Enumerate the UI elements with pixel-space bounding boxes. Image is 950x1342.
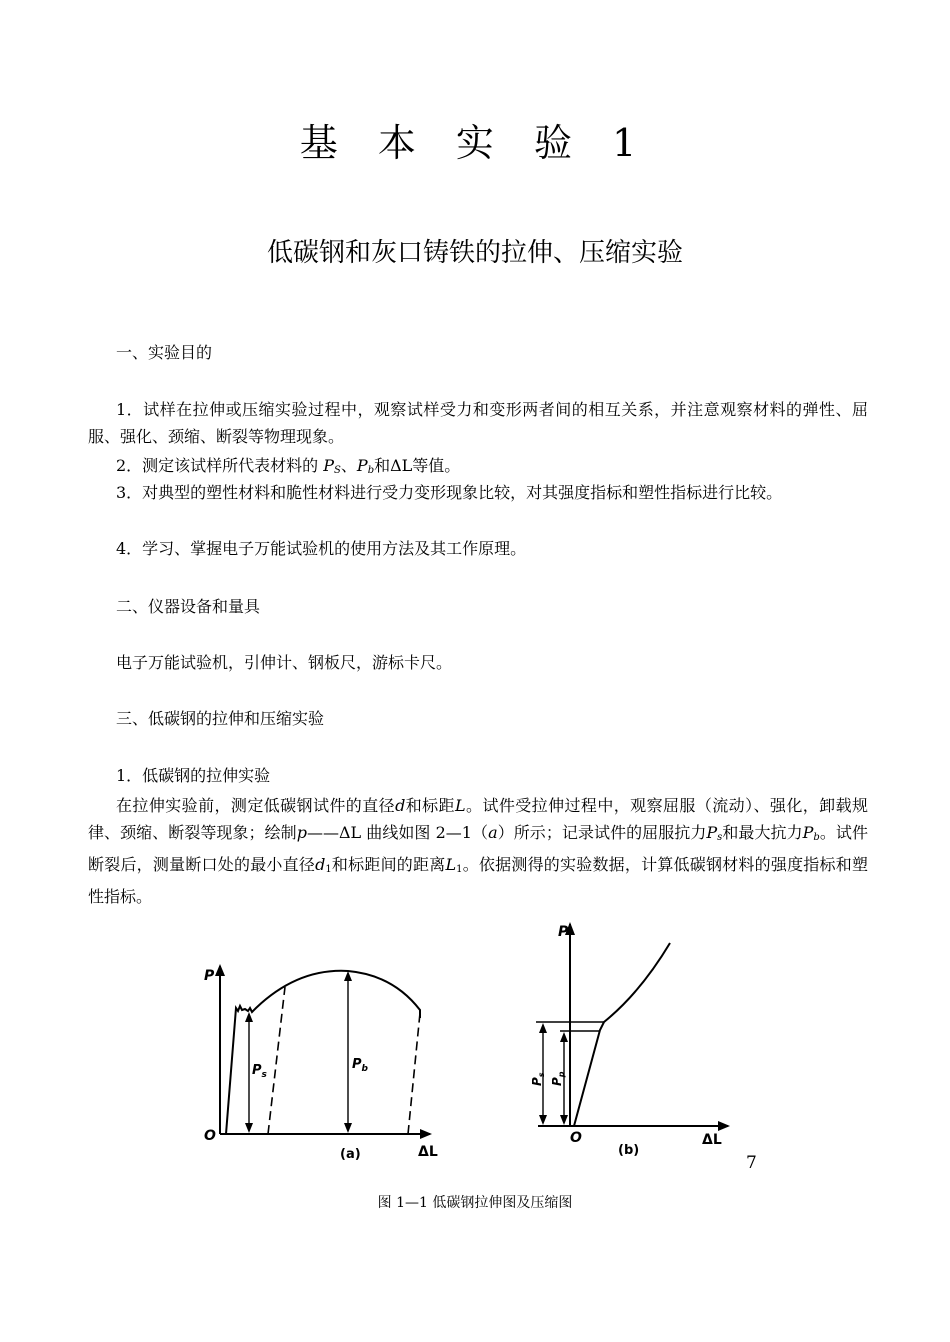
ps-label: $P_s$ <box>252 1063 267 1080</box>
experiment-subtitle: 低碳钢和灰口铸铁的拉伸、压缩实验 <box>266 238 683 268</box>
figure-a-label: (a) <box>340 1147 361 1162</box>
ps-label: $P_s$ <box>530 1072 546 1086</box>
compression-curve <box>574 943 670 1126</box>
axis-p-label: P <box>204 968 215 984</box>
page-title: 基 本 实 验 1 <box>299 121 651 165</box>
page-number: 7 <box>746 1153 757 1173</box>
tensile-test-paragraph: 在拉伸实验前，测定低碳钢试件的直径d和标距L。试件受拉伸过程中，观察屈服（流动）、强化，卸载规律、颈缩、断裂等现象；绘制p——ΔL 曲线如图 2—1（a）所示；记录试件的屈服抗力$P_s$和最大抗力$P_b$。试件断裂后，测量断口处的最小直径$d_1$和标距间的距离$L_1$。依据测得的实验数据，计算低碳钢材料的强度指标和塑性指标。 <box>88 796 868 906</box>
arrow-p <box>215 964 225 976</box>
fracture-line <box>408 1013 420 1134</box>
axis-dl-label: ΔL <box>418 1144 438 1160</box>
figure-b-label: (b) <box>618 1143 640 1158</box>
pp-label: $P_p$ <box>550 1071 566 1086</box>
origin-label: O <box>570 1130 582 1146</box>
objective-item-4: 4．学习、掌握电子万能试验机的使用方法及其工作原理。 <box>116 539 527 558</box>
load-curve <box>226 971 420 1134</box>
compression-diagram <box>530 918 740 1166</box>
subsection-heading: 1．低碳钢的拉伸实验 <box>116 766 271 785</box>
figure-caption: 图 1—1 低碳钢拉伸图及压缩图 <box>377 1195 573 1211</box>
axis-p-label: P <box>558 924 569 940</box>
axis-dl-label: ΔL <box>702 1132 722 1148</box>
arrow-dl <box>420 1129 432 1139</box>
objective-item-1: 1．试样在拉伸或压缩实验过程中，观察试样受力和变形两者间的相互关系，并注意观察材料的弹性、屈服、强化、颈缩、断裂等物理现象。 <box>88 400 868 446</box>
objective-item-3: 3．对典型的塑性材料和脆性材料进行受力变形现象比较，对其强度指标和塑性指标进行比较。 <box>116 483 783 502</box>
tensile-diagram <box>198 958 438 1168</box>
section-3-heading: 三、低碳钢的拉伸和压缩实验 <box>116 709 325 728</box>
origin-label: O <box>204 1128 216 1144</box>
equipment-list: 电子万能试验机，引伸计、钢板尺，游标卡尺。 <box>116 653 453 672</box>
section-2-heading: 二、仪器设备和量具 <box>116 597 261 616</box>
unload-line <box>268 987 285 1134</box>
pb-label: $P_b$ <box>352 1057 368 1074</box>
arrow-dl <box>718 1121 730 1131</box>
objective-item-2: 2．测定该试样所代表材料的 $P_S$、$P_b$和ΔL等值。 <box>116 456 461 476</box>
section-1-heading: 一、实验目的 <box>116 343 213 362</box>
